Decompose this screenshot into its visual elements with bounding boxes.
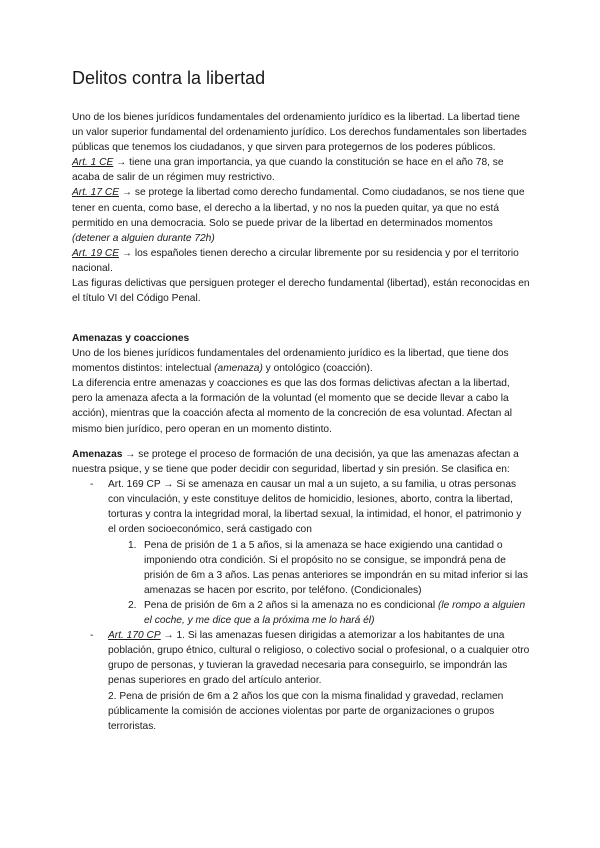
amenazas-intro [72,447,530,477]
art19-ref: Art. 19 CE [72,247,119,259]
item-number: 2. [128,599,137,611]
section-heading: Amenazas y coacciones [72,333,190,344]
intro-section [72,110,530,306]
p1-text-b: y ontológico (coacción). [262,363,373,375]
p1-amenaza: (amenaza) [214,363,263,375]
dash-bullet: - [90,479,94,491]
art17-text: → se protege la libertad como derecho fundamental. Como ciudadanos, se nos tiene que tener en cuenta, como base, el derecho a la libertad, y no nos la pueden quitar, ya que no está permitido en una democracia. Solo se puede privar de la libertad en determinados momentos [72,187,525,229]
art17-ref: Art. 17 CE [72,187,119,199]
amenazas-list [72,477,530,734]
amenazas-intro-text: → se protege el proceso de formación de una decisión, ya que las amenazas afectan a nuestra psique, y se tiene que poder decidir con seguridad, libertad y sin presión. Se clasifica en: [72,449,519,476]
intro-paragraph: Uno de los bienes jurídicos fundamentales del ordenamiento jurídico es la libertad. La libertad tiene un valor superior fundamental del ordenamiento jurídico. Los derechos fundamentales son libertades públicas que tenemos los ciudadanos, y que sirven para protegernos de los poderes públicos. [72,112,527,154]
amenazas-section [72,447,530,734]
p1-text-a: Uno de los bienes jurídicos fundamentales del ordenamiento jurídico es la libertad, que tiene dos momentos distintos: intelectual [72,348,509,375]
intro-final-paragraph: Las figuras delictivas que persiguen proteger el derecho fundamental (libertad), están reconocidas en el título VI del Código Penal. [72,278,530,305]
art17-paragraph [72,185,530,245]
amenazas-term: Amenazas [72,449,123,460]
art169-item2-text: Pena de prisión de 6m a 2 años si la amenaza no es condicional [144,599,438,611]
dash-bullet: - [90,630,94,642]
art17-example: (detener a alguien durante 72h) [72,232,215,244]
art1-ref: Art. 1 CE [72,157,114,169]
art19-paragraph [72,246,530,276]
amenazas-coacciones-paragraph-2: La diferencia entre amenazas y coacciones es que las dos formas delictivas afectan a la libertad, pero la amenaza afecta a la formación de la voluntad (el momento que se decide llevar a cabo la acción), mientras que la coacción afecta al momento de la concreción de esa voluntad. Afectan al mismo bien jurídico, pero operan en un momento distinto. [72,378,513,435]
item-number: 1. [128,539,137,551]
art19-text: → los españoles tienen derecho a circular libremente por su residencia y por el territorio nacional. [72,247,519,274]
amenazas-coacciones-section [72,331,530,437]
art170-ref: Art. 170 CP [108,630,161,642]
amenazas-coacciones-paragraph-1 [72,346,530,376]
list-item-art169 [72,477,530,628]
list-item [108,538,530,598]
art170-paragraph-2: 2. Pena de prisión de 6m a 2 años los que con la misma finalidad y gravedad, reclamen públicamente la comisión de acciones violentas por parte de organizaciones o grupos terroristas. [108,690,504,732]
list-item-art170 [72,628,530,734]
art169-sublist [108,538,530,629]
art169-item1-text: Pena de prisión de 1 a 5 años, si la amenaza se hace exigiendo una cantidad o imponiendo otra condición. Si el propósito no se consigue, se impondrá pena de prisión de 6m a 3 años. Las penas anteriores se impondrán en su mitad inferior si las amenazas se hacen por escrito, por teléfono. (Condicionales) [144,539,528,596]
art170-text: → 1. Si las amenazas fuesen dirigidas a atemorizar a los habitantes de una población, grupo étnico, cultural o religioso, o colectivo social o profesional, o a cualquier otro grupo de personas, y tuvieran la gravedad necesaria para conseguirlo, se impondrán las penas superiores en grado del artículo anterior. [108,630,530,687]
art169-item2-example: (le rompo a alguien el coche, y me dice que a la próxima me lo hará él) [144,599,526,627]
art1-paragraph [72,155,530,185]
art1-text: → tiene una gran importancia, ya que cuando la constitución se hace en el año 78, se acaba de salir de un régimen muy restrictivo. [72,157,504,184]
page-title: Delitos contra la libertad [72,68,266,88]
art169-text: Art. 169 CP → Si se amenaza en causar un mal a un sujeto, a su familia, u otras personas con vinculación, y este constituye delitos de homicidio, lesiones, aborto, contra la libertad, torturas y contra la integridad moral, la libertad sexual, la intimidad, el honor, el patrimonio y el orden socioeconómico, será castigado con [108,479,522,536]
list-item [108,598,530,628]
